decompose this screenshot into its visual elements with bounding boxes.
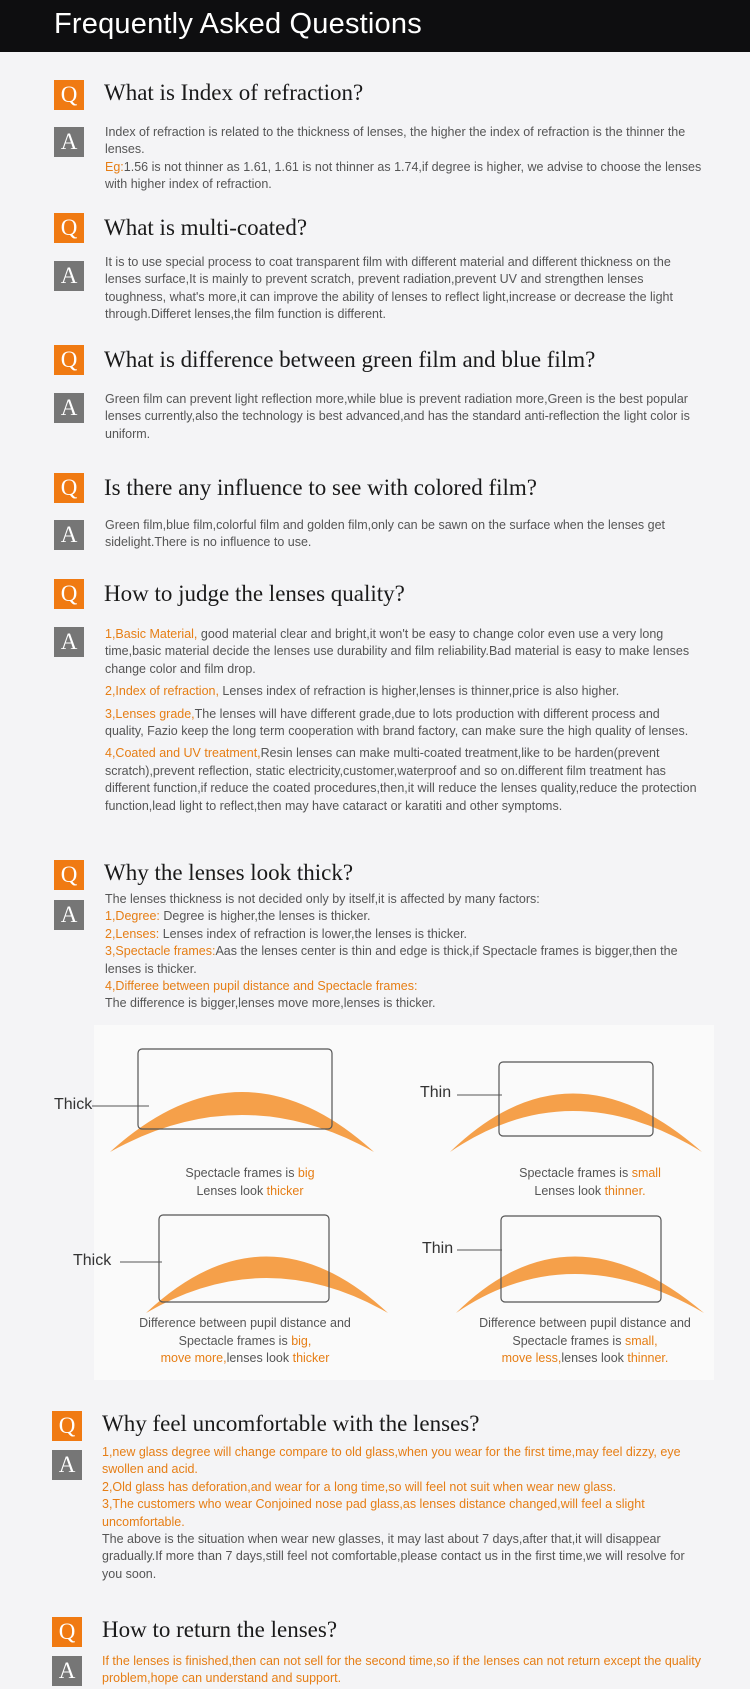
faq3-question: What is difference between green film and blue film? <box>104 347 596 372</box>
faq4-question: Is there any influence to see with colored film? <box>104 475 538 500</box>
faq7-point: 2,Old glass has deforation,and wear for a long time,so will feel not suit when wear new glass. <box>102 1479 617 1494</box>
caption-text: Difference between pupil distance and <box>139 1316 351 1330</box>
diagram-small-frame-thin <box>420 1040 710 1160</box>
faq6-intro: The lenses thickness is not decided only by itself,it is affected by many factors: <box>105 892 540 906</box>
caption-highlight: big, <box>291 1333 312 1348</box>
caption-highlight: thicker <box>292 1351 330 1365</box>
diagram1-caption <box>140 1165 360 1200</box>
faq5-answer <box>105 626 700 815</box>
faq2-question: What is multi-coated? <box>104 215 308 240</box>
diagram3-caption <box>120 1315 370 1368</box>
answer-badge: A <box>54 520 84 550</box>
thick-label: Thick <box>54 1096 93 1113</box>
lens-arc <box>450 1094 702 1153</box>
caption-text: Spectacle frames is <box>185 1166 298 1180</box>
question-badge: Q <box>54 473 84 503</box>
caption-text: Spectacle frames is <box>178 1333 292 1348</box>
faq7-summary: The above is the situation when wear new glasses, it may last about 7 days,after that,it will disappear gradually.If more than 7 days,still feel not comfortable,please contact us in the first time,we will resolve for you soon. <box>102 1532 685 1581</box>
faq6-l1-label: 1,Degree: <box>105 909 160 924</box>
answer-badge: A <box>54 900 84 930</box>
caption-highlight: move more, <box>160 1351 227 1365</box>
question-badge: Q <box>52 1411 82 1441</box>
faq8-answer: If the lenses is finished,then can not sell for the second time,so if the lenses can not return except the quality problem,hope can understand and support. <box>102 1654 701 1686</box>
faq1-question: What is Index of refraction? <box>104 80 364 105</box>
faq6-answer <box>105 891 705 1013</box>
faq5-question: How to judge the lenses quality? <box>104 581 405 606</box>
page-header <box>0 0 750 52</box>
faq5-p4-label: 4,Coated and UV treatment, <box>105 746 261 761</box>
question-badge: Q <box>54 579 84 609</box>
faq5-point <box>105 683 700 700</box>
caption-highlight: big <box>297 1166 315 1180</box>
answer-badge: A <box>52 1656 82 1686</box>
answer-badge: A <box>54 627 84 657</box>
faq5-p1-label: 1,Basic Material, <box>105 627 198 641</box>
faq5-p2-label: 2,Index of refraction, <box>105 684 219 699</box>
thin-label: Thin <box>422 1240 454 1257</box>
faq5-point <box>105 706 700 741</box>
caption-highlight: thinner. <box>604 1183 646 1198</box>
diagram-big-frame-thick <box>92 1040 392 1160</box>
faq7-point: 1,new glass degree will change compare to old glass,when you wear for the first time,may feel dizzy, eye swollen and acid. <box>102 1445 681 1477</box>
faq6-line: The difference is bigger,lenses move more,lenses is thicker. <box>105 996 436 1011</box>
caption-highlight: small <box>631 1166 661 1180</box>
faq5-point <box>105 626 700 678</box>
faq6-l3-text: Aas the lenses center is thin and edge is thick,if Spectacle frames is bigger,then the lenses is thicker. <box>105 944 678 976</box>
faq7-point: 3,The customers who wear Conjoined nose pad glass,as lenses distance changed,will feel a slight uncomfortable. <box>102 1497 645 1529</box>
faq5-point <box>105 745 700 815</box>
faq1-example <box>105 159 705 194</box>
faq6-line <box>105 926 705 943</box>
diagram4-caption <box>460 1315 710 1368</box>
faq6-l2-text: Lenses index of refraction is lower,the lenses is thicker. <box>159 926 468 941</box>
faq6-line <box>105 978 705 995</box>
question-badge: Q <box>52 1617 82 1647</box>
page-title: Frequently Asked Questions <box>54 8 422 40</box>
faq1-answer <box>105 124 705 194</box>
thick-label: Thick <box>73 1252 112 1269</box>
caption-text: Lenses look <box>196 1183 267 1198</box>
caption-text: Spectacle frames is <box>519 1166 632 1180</box>
faq5-p3-text: The lenses will have different grade,due to lots production with different process and quality, Fazio keep the long term cooperation with brand factory, can make sure the high quality of lenses. <box>105 706 689 739</box>
faq6-l4-label: 4,Differee between pupil distance and Spectacle frames: <box>105 979 418 994</box>
caption-text: Difference between pupil distance and <box>479 1316 691 1330</box>
answer-badge: A <box>54 127 84 157</box>
faq5-p2-text: Lenses index of refraction is higher,lenses is thinner,price is also higher. <box>218 684 620 699</box>
faq6-line <box>105 908 705 925</box>
caption-highlight: small, <box>624 1333 658 1348</box>
faq1-eg-text: 1.56 is not thinner as 1.61, 1.61 is not thinner as 1.74,if degree is higher, we advise to choose the lenses with higher index of refraction. <box>105 159 702 192</box>
lens-arc <box>110 1092 374 1152</box>
faq6-line <box>105 943 705 978</box>
question-badge: Q <box>54 213 84 243</box>
faq5-p4-text: Resin lenses can make multi-coated treatment,like to be harden(prevent scratch),prevent reflection, static electricity,customer,waterproof and so on.different film treatment has different function,if reduce the coated procedures,then,it will reduce the lenses quality,reduce the protection function,lead light to reflect,then may have cataract or karatiti and other symptoms. <box>105 746 697 813</box>
thin-label: Thin <box>420 1084 452 1101</box>
faq7-question: Why feel uncomfortable with the lenses? <box>102 1411 480 1436</box>
diagram-pupil-big-thick <box>116 1205 406 1320</box>
caption-highlight: thicker <box>266 1183 304 1198</box>
faq6-l2-label: 2,Lenses: <box>105 926 160 941</box>
question-badge: Q <box>54 860 84 890</box>
faq5-p1-text: good material clear and bright,it won't be easy to change color even use a very long time,basic material decide the lenses use durability and film reliability.Bad material is easy to make lenses change color and film drop. <box>105 627 690 676</box>
question-badge: Q <box>54 80 84 110</box>
faq2-answer: It is to use special process to coat transparent film with different material and different thickness on the lenses surface,It is mainly to prevent scratch, prevent radiation,prevent UV and strengthen lenses toughness, what's more,it can improve the ability of lenses to reflect light,increase or decrease the light through.Differet lenses,the film function is different. <box>105 255 673 322</box>
caption-text: lenses look <box>226 1351 293 1365</box>
faq6-l3-label: 3,Spectacle frames: <box>105 944 216 959</box>
faq1-answer-line: Index of refraction is related to the thickness of lenses, the higher the index of refraction is the thinner the lenses. <box>105 125 686 157</box>
faq7-answer <box>102 1444 702 1583</box>
faq6-question: Why the lenses look thick? <box>104 860 354 885</box>
caption-text: lenses look <box>561 1351 628 1365</box>
caption-text: Spectacle frames is <box>512 1333 625 1348</box>
faq3-answer: Green film can prevent light reflection more,while blue is prevent radiation more,Green is the best popular lenses currently,also the technology is best advanced,and has the standard anti-reflection the light color is uniform. <box>105 392 690 441</box>
faq1-eg-label: Eg: <box>105 159 124 174</box>
faq6-l1-text: Degree is higher,the lenses is thicker. <box>159 909 371 924</box>
faq4-answer: Green film,blue film,colorful film and golden film,only can be sawn on the surface when the lenses get sidelight.There is no influence to use. <box>105 518 666 550</box>
caption-highlight: move less, <box>501 1351 562 1365</box>
answer-badge: A <box>54 393 84 423</box>
lens-arc <box>456 1257 704 1314</box>
faq8-question: How to return the lenses? <box>102 1617 338 1642</box>
caption-text: Lenses look <box>534 1183 605 1198</box>
answer-badge: A <box>52 1450 82 1480</box>
faq5-p3-label: 3,Lenses grade, <box>105 706 195 721</box>
diagram2-caption <box>480 1165 700 1200</box>
answer-badge: A <box>54 261 84 291</box>
lens-arc <box>146 1257 388 1314</box>
question-badge: Q <box>54 345 84 375</box>
caption-highlight: thinner. <box>627 1351 669 1365</box>
diagram-pupil-small-thin <box>420 1205 710 1320</box>
